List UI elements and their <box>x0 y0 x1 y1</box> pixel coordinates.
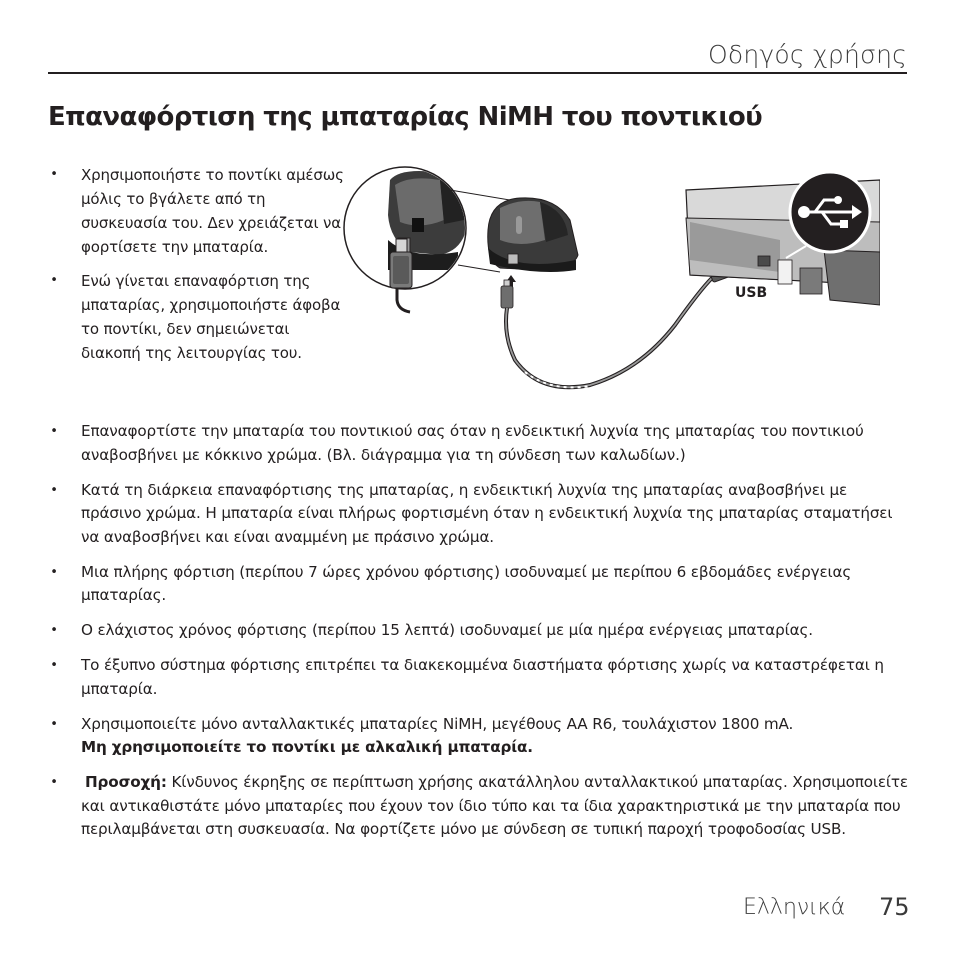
bullet-marker: • <box>50 623 58 638</box>
bullet-text: Επαναφορτίστε την μπαταρία του ποντικιού σας όταν η ενδεικτική λυχνία της μπαταρίας του ποντικιού αναβοσβήνει με κόκκινο χρώμα. (Βλ. διάγραμμα για τη σύνδεση των καλωδίων.) <box>81 422 864 464</box>
bullet-marker: • <box>50 716 58 732</box>
caution-text: Κίνδυνος έκρηξης σε περίπτωση χρήσης ακατάλληλου ανταλλακτικού μπαταρίας. Χρησιμοποιείτε και αντικαθιστάτε μόνο μπαταρίες που έχουν τον ίδιο τύπο και τα ίδια χαρακτηριστικά με την μπαταρία που περιλαμβάνεται στη συσκευασία. Να φορτίζετε μόνο με σύνδεση σε τυπική παροχή τροφοδοσίας USB. <box>81 773 908 838</box>
list-item <box>48 479 908 550</box>
list-item <box>48 420 908 467</box>
list-item <box>48 269 348 365</box>
bullet-marker: • <box>50 658 58 673</box>
usb-symbol-callout <box>790 172 870 252</box>
usb-cable <box>506 278 712 387</box>
bullet-marker: • <box>50 167 58 182</box>
bullet-marker: • <box>50 482 58 498</box>
bullet-marker: • <box>50 273 58 288</box>
list-item <box>48 561 908 608</box>
charging-illustration <box>340 160 880 400</box>
alkaline-warning: Μη χρησιμοποιείτε το ποντίκι με αλκαλική μπαταρία. <box>81 738 533 756</box>
list-item <box>48 163 348 259</box>
bullet-text: Ο ελάχιστος χρόνος φόρτισης (περίπου 15 λεπτά) ισοδυναμεί με μία ημέρα ενέργειας μπαταρίας. <box>81 621 813 639</box>
page-title: Επαναφόρτιση της μπαταρίας NiMH του ποντικιού <box>48 102 763 132</box>
mouse-image <box>488 198 578 272</box>
bullet-marker: • <box>50 775 58 790</box>
bullet-text: Μια πλήρης φόρτιση (περίπου 7 ώρες χρόνου φόρτισης) ισοδυναμεί με περίπου 6 εβδομάδες ενέργειας μπαταρίας. <box>81 562 852 604</box>
header-title: Οδηγός χρήσης <box>708 40 907 69</box>
header-divider <box>48 72 907 74</box>
bullet-text: Χρησιμοποιείτε μόνο ανταλλακτικές μπαταρίες NiMH, μεγέθους AA R6, τουλάχιστον 1800 mA. <box>81 714 794 733</box>
list-item <box>48 654 908 701</box>
bullet-list-main <box>48 420 908 853</box>
bullet-marker: • <box>50 424 58 439</box>
page-number: 75 <box>879 893 910 921</box>
bullet-marker: • <box>50 564 58 580</box>
caution-label: Προσοχή: <box>85 773 167 791</box>
bullet-text: Ενώ γίνεται επαναφόρτιση της μπαταρίας, χρησιμοποιήστε άφοβα το ποντίκι, δεν σημειώνεται διακοπή της λειτουργίας του. <box>81 272 341 362</box>
footer-language: Ελληνικά <box>743 895 846 920</box>
bullet-list-top <box>48 163 348 375</box>
bullet-text: Χρησιμοποιήστε το ποντίκι αμέσως μόλις το βγάλετε από τη συσκευασία του. Δεν χρειάζεται να φορτίσετε την μπαταρία. <box>81 166 344 256</box>
list-item-nimh <box>48 713 908 760</box>
bullet-text: Κατά τη διάρκεια επαναφόρτισης της μπαταρίας, η ενδεικτική λυχνία της μπαταρίας αναβοσβήνει με πράσινο χρώμα. Η μπαταρία είναι πλήρως φορτισμένη όταν η ενδεικτική λυχνία της μπαταρίας σταματήσει να αναβοσβήνει και είναι αναμμένη με πράσινο χρώμα. <box>81 480 893 546</box>
usb-label: USB <box>735 285 768 301</box>
bullet-text: Το έξυπνο σύστημα φόρτισης επιτρέπει τα διακεκομμένα διαστήματα φόρτισης χωρίς να καταστρέφεται η μπαταρία. <box>81 656 884 698</box>
list-item-caution <box>48 771 908 842</box>
list-item <box>48 619 908 643</box>
